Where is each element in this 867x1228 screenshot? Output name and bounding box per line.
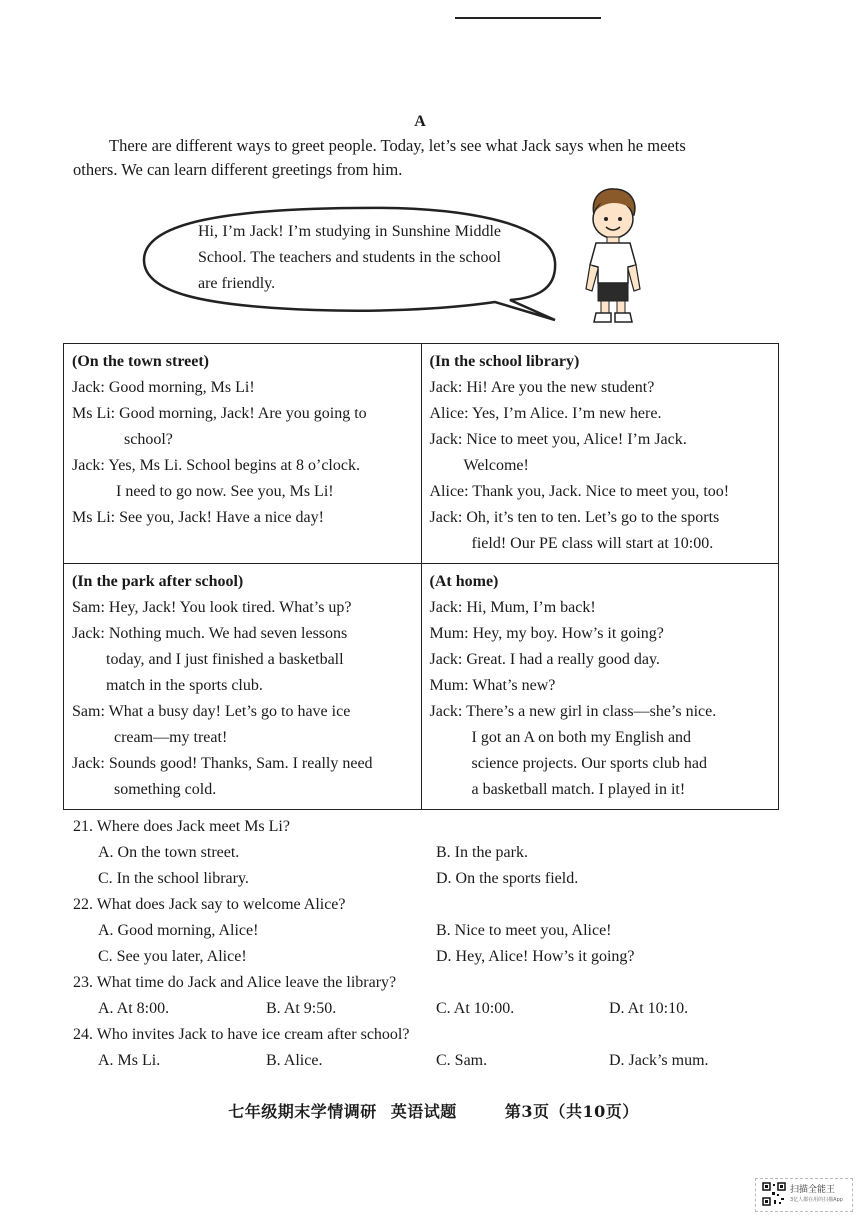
question-stem: 24. Who invites Jack to have ice cream after school? [73, 1026, 410, 1043]
dialog-home [421, 564, 779, 810]
dialog-line: Jack: Good morning, Ms Li! [72, 379, 255, 396]
question-stem: 21. Where does Jack meet Ms Li? [73, 818, 290, 835]
dialog-line: something cold. [114, 781, 217, 798]
option[interactable]: A. Ms Li. [98, 1052, 161, 1069]
dialog-title: (On the town street) [72, 353, 210, 370]
scanner-watermark [755, 1178, 853, 1212]
option[interactable]: B. Nice to meet you, Alice! [436, 922, 612, 939]
dialog-line: Welcome! [463, 457, 529, 474]
question-stem: 22. What does Jack say to welcome Alice? [73, 896, 346, 913]
dialog-line: Mum: What’s new? [429, 677, 556, 694]
dialog-line: match in the sports club. [106, 677, 263, 694]
dialog-line: Jack: Great. I had a really good day. [429, 651, 660, 668]
dialog-line: Ms Li: See you, Jack! Have a nice day! [72, 509, 324, 526]
dialog-line: school? [124, 431, 173, 448]
intro-paragraph: There are different ways to greet people. Today, let’s see what Jack says when he meets others. We can learn different greetings from him. [73, 136, 686, 179]
option-row [73, 840, 773, 866]
dialog-line: cream—my treat! [114, 729, 228, 746]
dialog-line: Jack: There’s a new girl in class—she’s nice. [429, 703, 717, 720]
dialog-title: (At home) [429, 573, 499, 590]
dialog-line: Sam: Hey, Jack! You look tired. What’s up? [72, 599, 352, 616]
option-row [73, 1048, 773, 1074]
badge-subtitle: 3亿人都在用的扫描App [790, 1197, 843, 1203]
option[interactable]: A. Good morning, Alice! [98, 922, 259, 939]
badge-title: 扫描全能王 [790, 1185, 836, 1195]
dialog-line: Jack: Yes, Ms Li. School begins at 8 o’clock. [72, 457, 360, 474]
dialog-title: (In the park after school) [72, 573, 244, 590]
questions [73, 814, 773, 1074]
option[interactable]: A. On the town street. [98, 844, 240, 861]
option[interactable]: D. At 10:10. [609, 1000, 689, 1017]
option[interactable]: C. Sam. [436, 1052, 488, 1069]
option[interactable]: D. Hey, Alice! How’s it going? [436, 948, 635, 965]
dialog-line: Jack: Nothing much. We had seven lessons [72, 625, 348, 642]
page-footer [0, 1099, 867, 1122]
option[interactable]: C. In the school library. [98, 870, 249, 887]
dialog-line: Jack: Nice to meet you, Alice! I’m Jack. [429, 431, 687, 448]
dialog-line: Alice: Thank you, Jack. Nice to meet you, too! [429, 483, 730, 500]
dialog-line: science projects. Our sports club had [471, 755, 707, 772]
dialog-line: I got an A on both my English and [471, 729, 692, 746]
option[interactable]: C. At 10:00. [436, 1000, 515, 1017]
dialog-line: a basketball match. I played in it! [471, 781, 686, 798]
dialog-line: Alice: Yes, I’m Alice. I’m new here. [429, 405, 662, 422]
dialog-line: Sam: What a busy day! Let’s go to have ice [72, 703, 351, 720]
dialog-line: Jack: Sounds good! Thanks, Sam. I really need [72, 755, 373, 772]
dialog-line: today, and I just finished a basketball [106, 651, 344, 668]
option-row [73, 996, 773, 1022]
question-stem: 23. What time do Jack and Alice leave the library? [73, 974, 397, 991]
option-row [73, 944, 773, 970]
option[interactable]: B. Alice. [266, 1052, 323, 1069]
option-row [73, 866, 773, 892]
option[interactable]: B. At 9:50. [266, 1000, 337, 1017]
section-heading: A [414, 113, 426, 130]
dialog-line: Jack: Hi! Are you the new student? [429, 379, 655, 396]
option-row [73, 918, 773, 944]
dialog-park [64, 564, 422, 810]
dialog-table [63, 343, 779, 810]
top-rule [455, 17, 601, 19]
option[interactable]: A. At 8:00. [98, 1000, 170, 1017]
footer-subject: 英语试题 [390, 1102, 457, 1121]
jack-illustration [582, 185, 644, 327]
dialog-line: I need to go now. See you, Ms Li! [116, 483, 334, 500]
bubble-text: Hi, I’m Jack! I’m studying in Sunshine Middle School. The teachers and students in the school are friendly. [198, 223, 501, 292]
option[interactable]: C. See you later, Alice! [98, 948, 247, 965]
option[interactable]: D. On the sports field. [436, 870, 579, 887]
footer-page: 第3页（共10页） [504, 1102, 639, 1121]
dialog-line: Ms Li: Good morning, Jack! Are you going to [72, 405, 367, 422]
dialog-line: field! Our PE class will start at 10:00. [471, 535, 714, 552]
dialog-line: Jack: Oh, it’s ten to ten. Let’s go to the sports [429, 509, 720, 526]
dialog-library [421, 344, 779, 564]
dialog-line: Jack: Hi, Mum, I’m back! [429, 599, 596, 616]
footer-exam: 七年级期末学情调研 [228, 1102, 377, 1121]
option[interactable]: D. Jack’s mum. [609, 1052, 709, 1069]
dialog-street [64, 344, 422, 564]
qr-code-icon [762, 1182, 786, 1206]
option[interactable]: B. In the park. [436, 844, 528, 861]
dialog-line: Mum: Hey, my boy. How’s it going? [429, 625, 664, 642]
dialog-title: (In the school library) [429, 353, 580, 370]
